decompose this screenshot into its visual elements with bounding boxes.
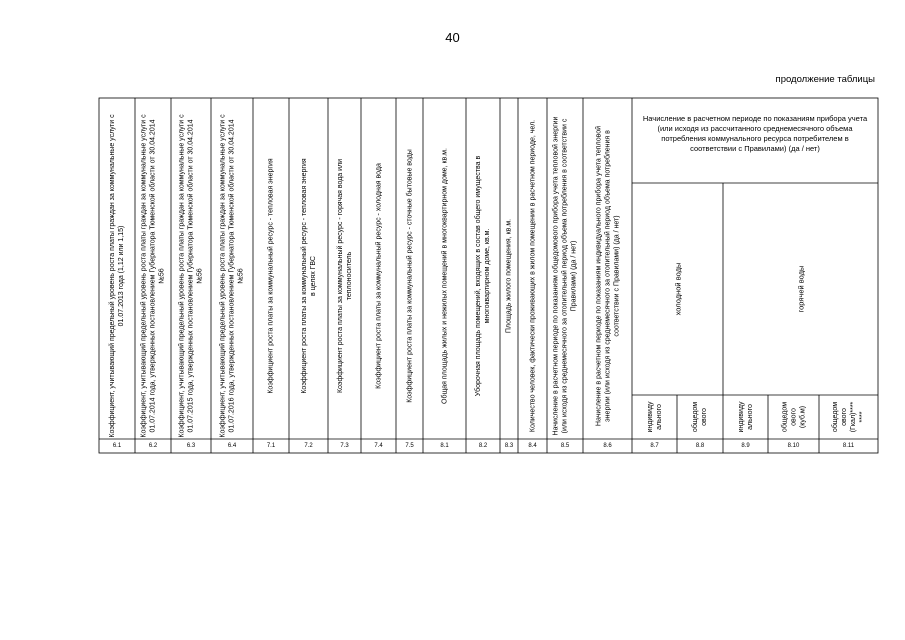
- column-header: Общая площадь жилых и нежилых помещений в многоквартирном доме, кв.м.: [441, 147, 448, 404]
- column-header: Коэффициент, учитывающий предельный уровень роста платы граждан за коммунальные услуги с 01.07.2015 года, утвержденных постановлением Губернатора Тюменской области от 30.04.2014 №56: [178, 113, 204, 438]
- column-number: 7.4: [374, 443, 383, 449]
- column-8-2: [466, 98, 500, 453]
- column-header: Коэффициент роста платы за коммунальный ресурс - сточные бытовые воды: [406, 148, 413, 403]
- column-7-1: [253, 98, 289, 453]
- column-8-4: [518, 98, 547, 453]
- cold-water-header: [632, 183, 723, 395]
- column-7-5: [396, 98, 423, 453]
- column-number: 8.9: [741, 443, 750, 449]
- column-header: Коэффициент, учитывающий предельный уровень роста платы граждан за коммунальные услуги с 01.07.2016 года, утвержденных постановлением Губернатора Тюменской области от 30.04.2014 №56: [219, 113, 245, 438]
- column-header: Коэффициент роста платы за коммунальный ресурс - холодная вода: [375, 162, 382, 389]
- column-header: Количество человек, фактически проживающих в жилом помещении в расчетном периоде, чел.: [529, 119, 536, 432]
- column-number: 7.2: [304, 443, 313, 449]
- column-number: 8.1: [440, 443, 449, 449]
- group-title: Начисление в расчетном периоде по показаниям прибора учета (или исходя из рассчитанного среднемесячного объема потребления коммунального ресурса потребителем в соответствии с Правилами) (да / нет): [642, 114, 868, 153]
- column-number: 8.5: [560, 443, 570, 449]
- metering-group-header: [632, 98, 878, 183]
- column-number: 8.11: [842, 443, 855, 449]
- sub-column-header: общедом ового (Гкал)**** ****: [831, 401, 866, 433]
- column-header: Уборочная площадь помещений, входящих в состав общего имущества в многоквартирном доме, кв.м.: [475, 155, 491, 396]
- column-number: 8.6: [603, 443, 612, 449]
- column-8-7: [632, 395, 677, 453]
- column-number: 8.4: [528, 443, 537, 449]
- column-7-2: [289, 98, 328, 453]
- column-number: 6.3: [186, 443, 196, 449]
- sub-column-header: индивиду ального: [737, 401, 754, 433]
- column-7-3: [328, 98, 361, 453]
- column-number: 7.5: [405, 443, 414, 449]
- column-number: 8.2: [478, 443, 488, 449]
- column-header: Коэффициент, учитывающий предельный уровень роста платы граждан за коммунальные услуги с 01.07.2014 года, утвержденных постановлением Губернатора Тюменской области от 30.04.2014 №56: [140, 113, 166, 438]
- column-number: 6.2: [148, 443, 158, 449]
- column-header: Коэффициент роста платы за коммунальный ресурс - тепловая энергия: [267, 157, 275, 394]
- column-header: Площадь жилого помещения, кв.м.: [505, 218, 513, 333]
- column-number: 6.4: [227, 443, 237, 449]
- cold-water-label: холодной воды: [673, 262, 682, 316]
- column-6-4: [211, 98, 253, 453]
- hot-water-label: горячей воды: [796, 265, 805, 313]
- column-6-2: [135, 98, 171, 453]
- column-7-4: [361, 98, 396, 453]
- column-8-6: [583, 98, 632, 453]
- column-number: 8.3: [504, 443, 514, 449]
- column-8-10: [768, 395, 819, 453]
- column-number: 6.1: [112, 443, 122, 449]
- column-number: 8.10: [787, 443, 800, 449]
- column-header: Коэффициент, учитывающий предельный уровень роста платы граждан за коммунальные услуги с 01.07.2013 года (1,12 или 1,15): [109, 113, 125, 438]
- sub-column-header: общедом ового: [692, 401, 708, 433]
- column-header: Коэффициент роста платы за коммунальный ресурс - горячая вода или теплоноситель: [336, 158, 353, 393]
- hot-water-header: [723, 183, 878, 395]
- column-8-11: [819, 395, 878, 453]
- column-number: 8.7: [650, 443, 659, 449]
- column-8-5: [547, 98, 583, 453]
- column-8-9: [723, 395, 768, 453]
- column-8-1: [423, 98, 466, 453]
- column-number: 7.1: [266, 443, 276, 449]
- page-number: 40: [445, 30, 460, 45]
- column-header: Начисление в расчетном периоде по показаниям общедомового прибора учета тепловой энергии (или исходя из среднемесячного за отопительный период объема потребления в соответствии с Правилами) (да / нет): [552, 116, 578, 435]
- column-header: Начисление в расчетном периоде по показаниям индивидуального прибора учета тепловой энергии (или исходя из среднемесячного за отопительный период объема потребления в соответствии с Правилами) (да / нет): [595, 125, 620, 426]
- column-header: Коэффициент роста платы за коммунальный ресурс - тепловая энергия в целях ГВС: [300, 157, 317, 394]
- column-number: 7.3: [340, 443, 349, 449]
- sub-column-header: индивиду ального: [646, 401, 663, 433]
- column-6-1: [99, 98, 135, 453]
- column-number: 8.8: [695, 443, 705, 449]
- column-8-8: [677, 395, 723, 453]
- sub-column-header: общедом ового (куб.м): [781, 401, 806, 433]
- table-continuation-label: продолжение таблицы: [775, 74, 875, 85]
- column-8-3: [500, 98, 518, 453]
- column-6-3: [171, 98, 211, 453]
